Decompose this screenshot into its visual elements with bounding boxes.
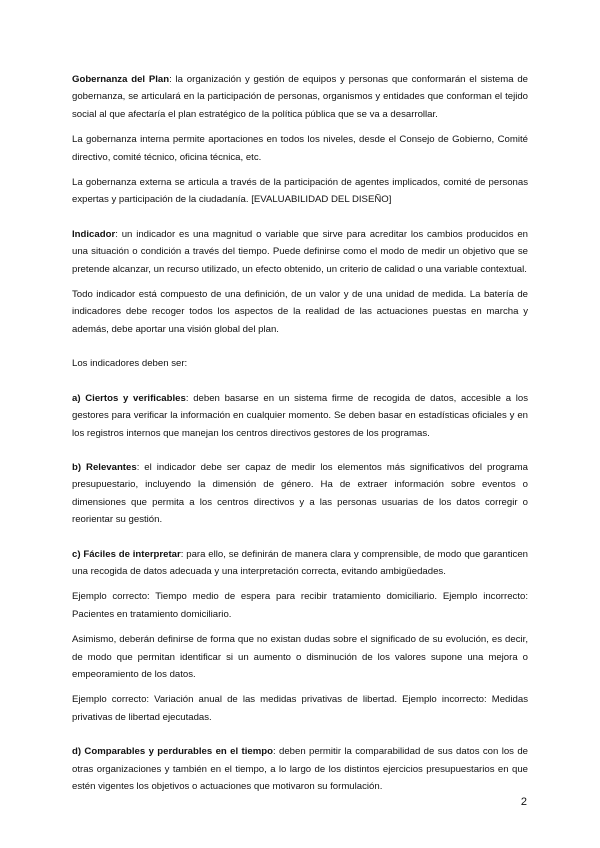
paragraph-ejemplo-tiempo-espera [72, 588, 528, 623]
text-relevantes: : el indicador debe ser capaz de medir los elementos más significativos del programa presupuestario, incluyendo la dimensión de género. Ha de extraer información sobre eventos o dimensiones que permita a los centros directivos y a las personas usuarias de los datos corregir o reorientar su gestión. [72, 461, 529, 526]
text-indicadores-deben-ser: Los indicadores deben ser: [72, 358, 188, 370]
text-gobernanza-plan: : la organización y gestión de equipos y personas que conformarán el sistema de gobernanza, se articulará en la participación de personas, organismos y entidades que conforman el tejido social al que afectaría el plan estratégico de la política pública que se va a desarrollar. [72, 74, 528, 120]
term-ciertos-verificables: a) Ciertos y verificables [72, 392, 186, 404]
term-relevantes: b) Relevantes [72, 461, 137, 473]
text-indicador: : un indicador es una magnitud o variable que sirve para acreditar los cambios producidos en una situación o condición a través del tiempo. Puede definirse como el modo de medir un objetivo que se pretende alcanzar, un recurso utilizado, un efecto obtenido, un criterio de calidad o una variable contextual. [72, 228, 528, 275]
paragraph-indicador [72, 226, 528, 278]
paragraph-comparables-perdurables [72, 743, 528, 795]
paragraph-ciertos-verificables [72, 390, 528, 442]
page-content [72, 71, 528, 795]
text-asimismo: Asimismo, deberán definirse de forma que no existan dudas sobre el significado de su evolución, es decir, de modo que permitan identificar si un aumento o disminución de los valores supone una mejora o empeoramiento de los datos. [72, 634, 528, 680]
text-composicion-indicador: Todo indicador está compuesto de una definición, de un valor y de una unidad de medida. La batería de indicadores debe recoger todos los aspectos de la realidad de las actuaciones puestas en marcha y además, debe aportar una visión global del plan. [72, 289, 528, 335]
term-comparables-perdurables: d) Comparables y perdurables en el tiempo [72, 746, 273, 758]
paragraph-relevantes [72, 459, 528, 529]
text-faciles-interpretar: : para ello, se definirán de manera clara y comprensible, de modo que garanticen una recogida de datos adecuada y una interpretación correcta, evitando ambigüedades. [72, 548, 528, 577]
paragraph-indicadores-deben-ser [72, 355, 528, 372]
text-gobernanza-externa: La gobernanza externa se articula a través de la participación de agentes implicados, comité de personas expertas y participación de la ciudadanía. [EVALUABILIDAD DEL DISEÑO] [72, 177, 528, 206]
paragraph-composicion-indicador [72, 286, 528, 338]
term-faciles-interpretar: c) Fáciles de interpretar [72, 548, 181, 560]
paragraph-gobernanza-externa [72, 174, 528, 209]
page-number: 2 [520, 796, 527, 808]
paragraph-gobernanza-plan [72, 71, 528, 123]
term-indicador: Indicador [72, 228, 116, 240]
text-ejemplo-tiempo-espera: Ejemplo correcto: Tiempo medio de espera para recibir tratamiento domiciliario. Ejemplo incorrecto: Pacientes en tratamiento domiciliario. [72, 591, 528, 620]
text-gobernanza-interna: La gobernanza interna permite aportaciones en todos los niveles, desde el Consejo de Gobierno, Comité directivo, comité técnico, oficina técnica, etc. [72, 134, 528, 163]
paragraph-ejemplo-medidas-privativas [72, 691, 528, 726]
text-ejemplo-medidas-privativas: Ejemplo correcto: Variación anual de las medidas privativas de libertad. Ejemplo incorrecto: Medidas privativas de libertad ejecutadas. [72, 694, 528, 723]
paragraph-asimismo [72, 631, 528, 683]
text-comparables-perdurables: : deben permitir la comparabilidad de sus datos con los de otras organizaciones y también en el tiempo, a lo largo de los distintos ejercicios presupuestarios en que estén vigentes los objetivos o actuaciones que motivaron su formulación. [72, 746, 529, 792]
paragraph-gobernanza-interna [72, 131, 528, 166]
term-gobernanza-plan: Gobernanza del Plan [72, 74, 170, 85]
text-ciertos-verificables: : deben basarse en un sistema firme de recogida de datos, accesible a los gestores para verificar la información en cualquier momento. Se deben basar en estadísticas oficiales y en los registros internos que manejan los centros directivos gestores de los programas. [72, 392, 528, 439]
paragraph-faciles-interpretar [72, 546, 528, 581]
